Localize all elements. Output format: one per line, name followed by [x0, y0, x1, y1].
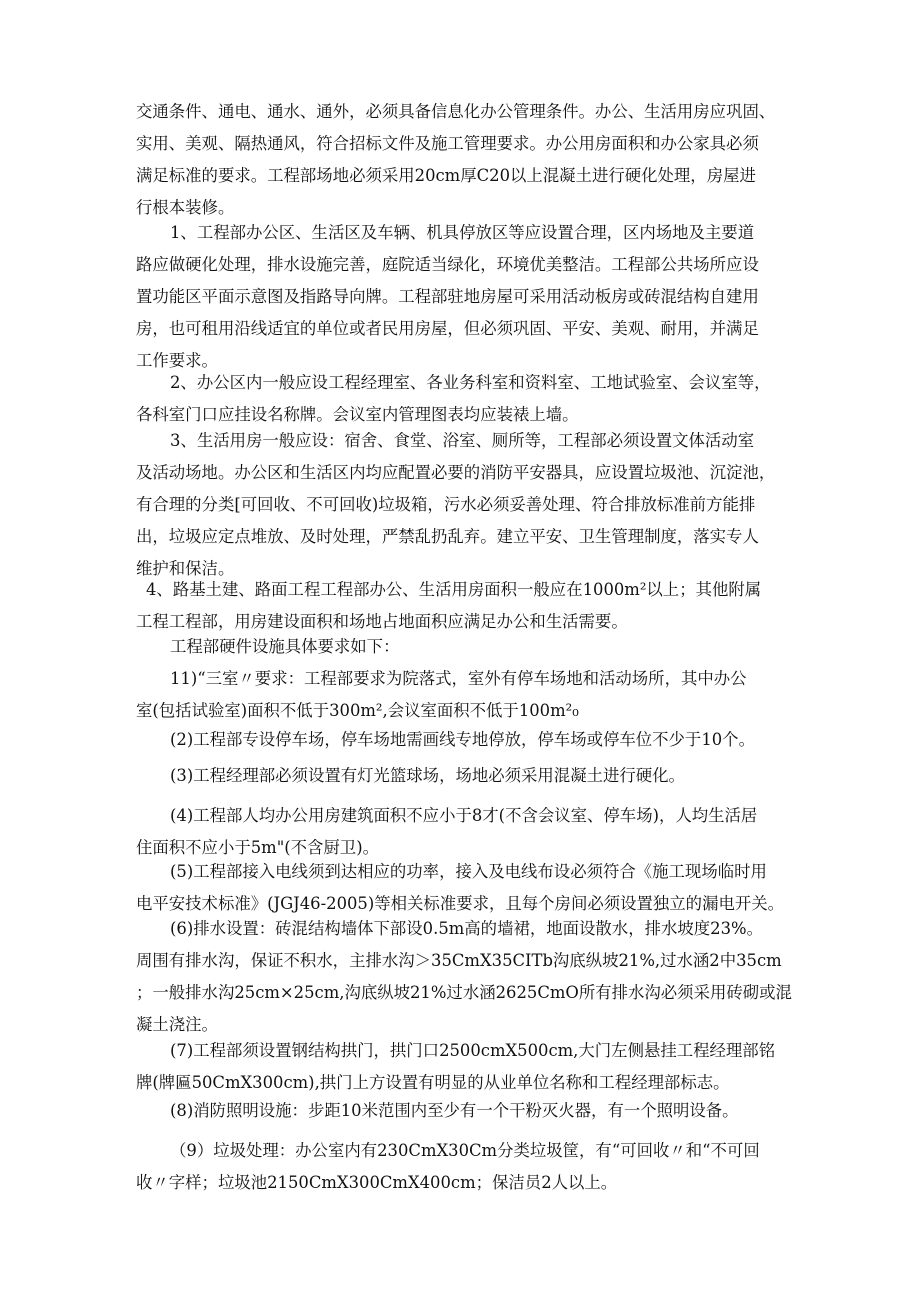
paragraph-req-5: [136, 856, 784, 920]
text-line: 电平安技术标准》(JGJ46-2005)等相关标准要求，且每个房间必须设置独立的漏电开关。: [136, 894, 785, 913]
paragraph-req-2: [136, 724, 755, 756]
text-line: 出，垃圾应定点堆放、及时处理，严禁乱扔乱弃。建立平安、卫生管理制度，落实专人: [136, 527, 759, 546]
paragraph-req-7: [136, 1035, 775, 1099]
text-line: (2)工程部专设停车场，停车场地需画线专地停放，停车场或停车位不少于10个。: [170, 730, 755, 749]
text-line: 4、路基土建、路面工程工程部办公、生活用房面积一般应在1000m²以上；其他附属: [146, 580, 762, 599]
paragraph-item-4: [136, 574, 761, 638]
text-line: 2、办公区内一般应设工程经理室、各业务科室和资料室、工地试验室、会议室等，: [170, 373, 771, 392]
text-line: 实用、美观、隔热通风，符合招标文件及施工管理要求。办公用房面积和办公家具必须: [136, 134, 759, 153]
text-line: (5)工程部接入电线须到达相应的功率，接入及电线布设必须符合《施工现场临时用: [170, 862, 767, 881]
text-line: (7)工程部须设置钢结构拱门，拱门口2500cmX500cm,大门左侧悬挂工程经理部铭: [170, 1041, 776, 1060]
text-line: 牌(牌匾50CmX300cm),拱门上方设置有明显的从业单位名称和工程经理部标志。: [136, 1073, 730, 1092]
paragraph-req-8: [136, 1095, 739, 1127]
text-line: 行根本装修。: [136, 198, 235, 217]
paragraph-hardware-intro: [136, 631, 399, 663]
paragraph-req-1: [136, 663, 747, 727]
paragraph-req-6: [136, 913, 792, 1041]
text-line: 房，也可租用沿线适宜的单位或者民用房屋，但必须巩固、平安、美观、耐用，并满足: [136, 319, 759, 338]
text-line: (6)排水设置：砖混结构墙体下部设0.5m高的墙裙，地面设散水，排水坡度23%。: [170, 919, 763, 938]
text-line: 各科室门口应挂设名称牌。会议室内管理图表均应装裱上墙。: [136, 405, 579, 424]
text-line: 置功能区平面示意图及指路导向牌。工程部驻地房屋可采用活动板房或砖混结构自建用: [136, 287, 759, 306]
paragraph-req-3: [136, 760, 685, 792]
text-line: (3)工程经理部必须设置有灯光篮球场，场地必须采用混凝土进行硬化。: [170, 766, 685, 785]
text-line: 有合理的分类[可回收、不可回收)垃圾箱，污水必须妥善处理、符合排放标准前方能排: [136, 495, 756, 514]
paragraph-item-2: [136, 367, 771, 431]
text-line: 满足标准的要求。工程部场地必须采用20cm厚C20以上混凝土进行硬化处理，房屋进: [136, 166, 756, 185]
text-line: ；一般排水沟25cm×25cm,沟底纵坡21%过水涵2625CmO所有排水沟必须采用砖砌或混: [136, 983, 792, 1002]
text-line: 交通条件、通电、通水、通外，必须具备信息化办公管理条件。办公、生活用房应巩固、: [136, 102, 776, 121]
text-line: 工作要求。: [136, 351, 218, 370]
paragraph-item-1: [136, 217, 759, 377]
text-line: 收〃字样；垃圾池2150CmX300CmX400cm；保洁员2人以上。: [136, 1173, 618, 1192]
paragraph-req-9: [136, 1135, 760, 1199]
text-line: 住面积不应小于5m"(不含厨卫)。: [136, 838, 379, 857]
text-line: 工程工程部，用房建设面积和场地占地面积应满足办公和生活需要。: [136, 612, 628, 631]
text-line: （9）垃圾处理：办公室内有230CmX30Cm分类垃圾筐，有“可回收〃和“不可回: [170, 1141, 760, 1160]
text-line: 凝土浇注。: [136, 1015, 218, 1034]
paragraph-site-conditions: [136, 96, 775, 224]
text-line: 周围有排水沟，保证不积水，主排水沟＞35CmX35CITb沟底纵坡21%,过水涵2中35cm: [136, 951, 782, 970]
paragraph-item-3: [136, 425, 775, 585]
text-line: 维护和保洁。: [136, 559, 235, 578]
text-line: 及活动场地。办公区和生活区内均应配置必要的消防平安器具，应设置垃圾池、沉淀池，: [136, 463, 776, 482]
text-line: 工程部硬件设施具体要求如下：: [170, 637, 400, 656]
text-line: 路应做硬化处理，排水设施完善，庭院适当绿化，环境优美整洁。工程部公共场所应设: [136, 255, 759, 274]
text-line: (4)工程部人均办公用房建筑面积不应小于8才(不含会议室、停车场)，人均生活居: [170, 806, 758, 825]
text-line: 1、工程部办公区、生活区及车辆、机具停放区等应设置合理，区内场地及主要道: [170, 223, 755, 242]
text-line: (8)消防照明设施：步距10米范围内至少有一个干粉灭火器，有一个照明设备。: [170, 1101, 739, 1120]
text-line: 3、生活用房一般应设：宿舍、食堂、浴室、厕所等，工程部必须设置文体活动室: [170, 431, 755, 450]
text-line: 室(包括试验室)面积不低于300m²,会议室面积不低于100m²₀: [136, 701, 579, 720]
text-line: 11)“三室〃要求：工程部要求为院落式，室外有停车场地和活动场所，其中办公: [170, 669, 747, 688]
paragraph-req-4: [136, 800, 757, 864]
